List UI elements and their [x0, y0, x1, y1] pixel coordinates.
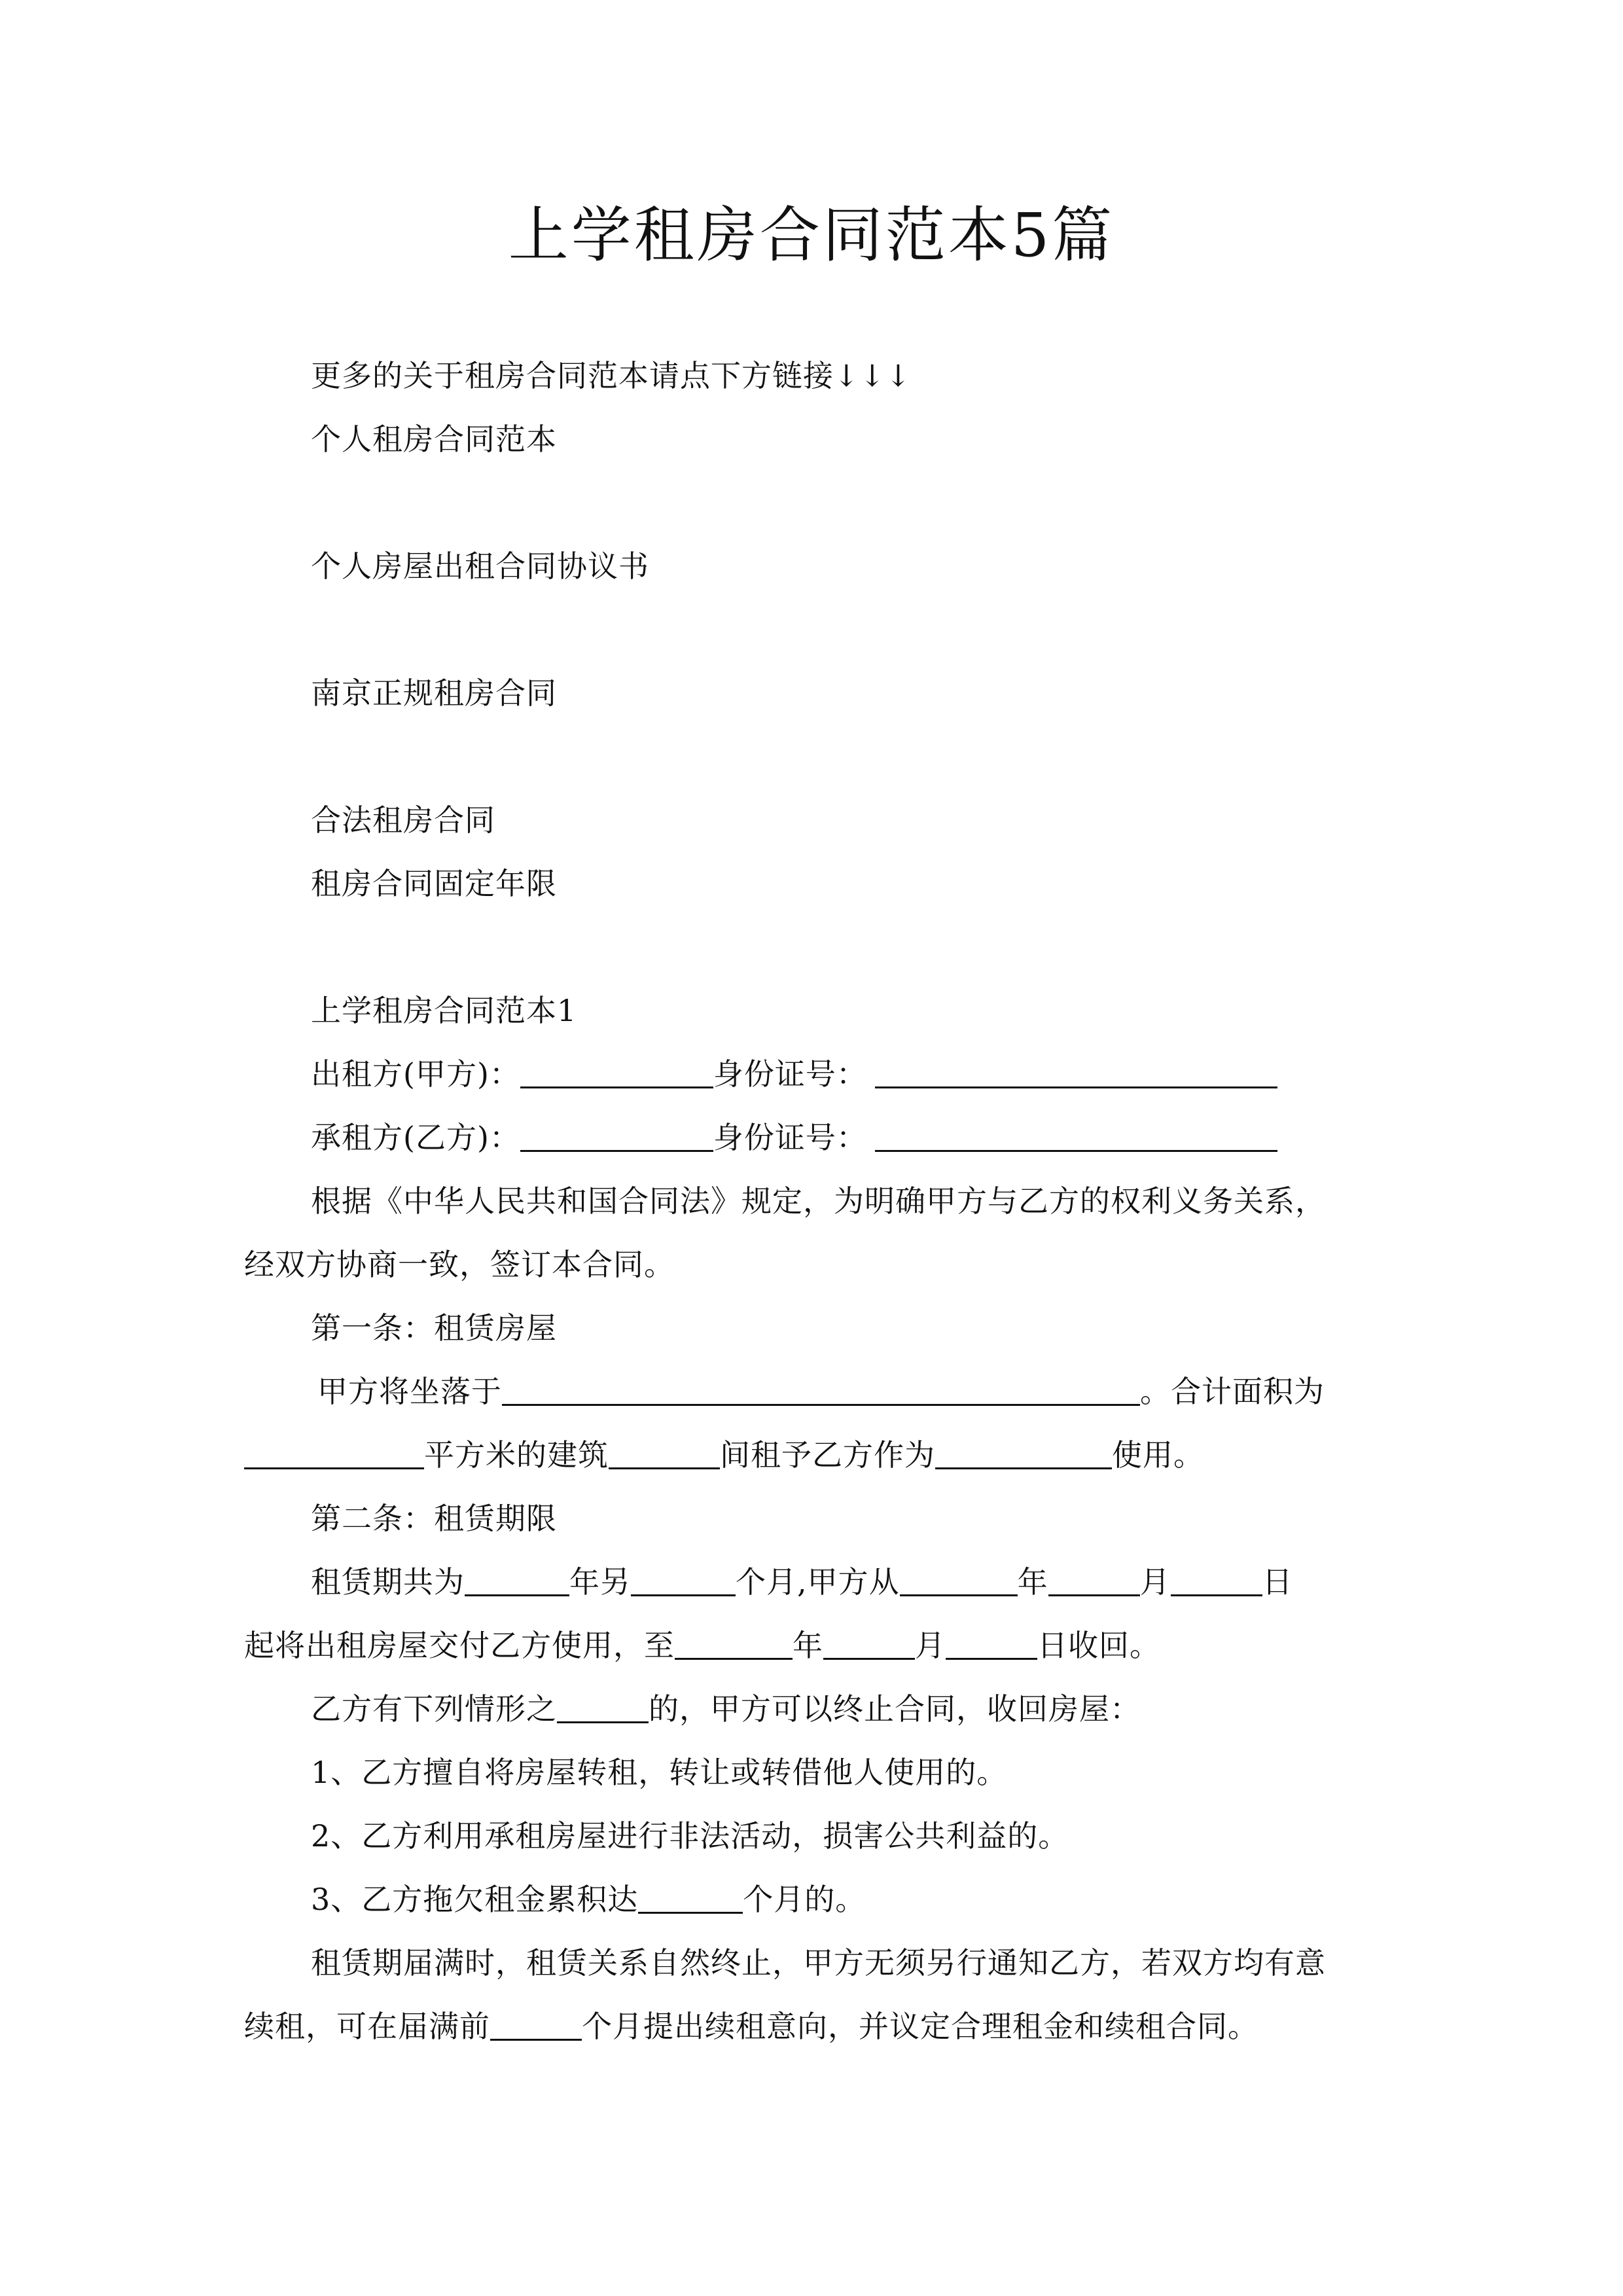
list-item-2: 2、乙方利用承租房屋进行非法活动，损害公共利益的。	[311, 1818, 1069, 1854]
party-b-label: 承租方(乙方)：	[311, 1120, 520, 1155]
party-a-id-label: 身份证号：	[713, 1056, 867, 1092]
article1-location-label: 甲方将坐落于	[317, 1374, 502, 1409]
party-a-id-blank	[875, 1056, 1277, 1088]
list-item-3	[311, 1880, 866, 1919]
termination-label: 乙方有下列情形之	[311, 1691, 557, 1727]
day-label: 日	[1262, 1564, 1293, 1600]
party-a-label: 出租方(甲方)：	[311, 1056, 520, 1092]
start-day-blank	[1171, 1564, 1262, 1596]
list-item-1: 1、乙方擅自将房屋转租，转让或转借他人使用的。	[311, 1755, 1008, 1790]
intro-text: 更多的关于租房合同范本请点下方链接↓↓↓	[311, 358, 912, 393]
year-extra-label: 年另	[569, 1564, 631, 1600]
start-month-blank	[1048, 1564, 1140, 1596]
year-label: 年	[1017, 1564, 1048, 1600]
party-b-id-blank	[875, 1120, 1277, 1152]
item3-label: 3、乙方拖欠租金累积达	[311, 1882, 639, 1917]
item3-rest: 个月的。	[743, 1882, 866, 1917]
use-label: 使用。	[1112, 1437, 1204, 1473]
months-blank	[631, 1564, 736, 1596]
party-a-name-blank	[520, 1056, 713, 1088]
term-label: 租赁期共为	[311, 1564, 465, 1600]
termination-blank	[557, 1691, 649, 1723]
months-from-label: 个月,甲方从	[736, 1564, 900, 1600]
party-b-row	[311, 1118, 1277, 1157]
link-nanjing-rental-contract[interactable]: 南京正规租房合同	[311, 675, 557, 711]
renewal-months-blank	[490, 2009, 582, 2041]
article1-line-1	[317, 1372, 1325, 1411]
link-personal-rental-contract[interactable]: 个人租房合同范本	[311, 422, 557, 457]
month-label: 月	[1139, 1564, 1171, 1600]
party-a-row	[311, 1054, 1277, 1094]
purpose-blank	[935, 1437, 1112, 1469]
preamble-line-2: 经双方协商一致，签订本合同。	[244, 1247, 675, 1282]
end-month-blank	[823, 1628, 915, 1660]
years-blank	[465, 1564, 569, 1596]
article1-area-label: 。合计面积为	[1140, 1374, 1325, 1409]
end-year-blank	[675, 1628, 793, 1660]
preamble-line-1: 根据《中华人民共和国合同法》规定，为明确甲方与乙方的权利义务关系，	[311, 1183, 1326, 1219]
document-title: 上学租房合同范本5篇	[508, 200, 1115, 270]
term-line-1	[311, 1562, 1293, 1602]
start-year-blank	[900, 1564, 1018, 1596]
party-b-name-blank	[520, 1120, 713, 1152]
location-blank	[502, 1374, 1140, 1406]
renewal-rest: 个月提出续租意向，并议定合理租金和续租合同。	[582, 2009, 1258, 2044]
end-year-label: 年	[793, 1628, 823, 1663]
renewal-line-1: 租赁期届满时，租赁关系自然终止，甲方无须另行通知乙方，若双方均有意	[311, 1945, 1326, 1981]
arrears-months-blank	[638, 1882, 743, 1914]
article2-title: 第二条：租赁期限	[311, 1501, 557, 1536]
sqm-label: 平方米的建筑	[424, 1437, 609, 1473]
handover-label: 起将出租房屋交付乙方使用，至	[244, 1628, 675, 1663]
end-day-blank	[946, 1628, 1037, 1660]
term-line-2	[244, 1626, 1160, 1665]
termination-rest: 的，甲方可以终止合同，收回房屋：	[649, 1691, 1141, 1727]
article1-line-2	[244, 1435, 1204, 1475]
termination-line	[311, 1689, 1141, 1729]
link-personal-house-lease-agreement[interactable]: 个人房屋出租合同协议书	[311, 548, 649, 584]
link-legal-rental-contract[interactable]: 合法租房合同	[311, 802, 495, 838]
section-title: 上学租房合同范本1	[311, 993, 577, 1028]
link-fixed-term-rental-contract[interactable]: 租房合同固定年限	[311, 866, 557, 901]
renewal-label: 续租，可在届满前	[244, 2009, 490, 2044]
lease-purpose-label: 间租予乙方作为	[720, 1437, 935, 1473]
party-b-id-label: 身份证号：	[713, 1120, 867, 1155]
end-day-label: 日收回。	[1037, 1628, 1160, 1663]
area-blank	[244, 1437, 424, 1469]
renewal-line-2	[244, 2007, 1258, 2046]
article1-title: 第一条：租赁房屋	[311, 1310, 557, 1346]
rooms-blank	[609, 1437, 720, 1469]
end-month-label: 月	[915, 1628, 946, 1663]
